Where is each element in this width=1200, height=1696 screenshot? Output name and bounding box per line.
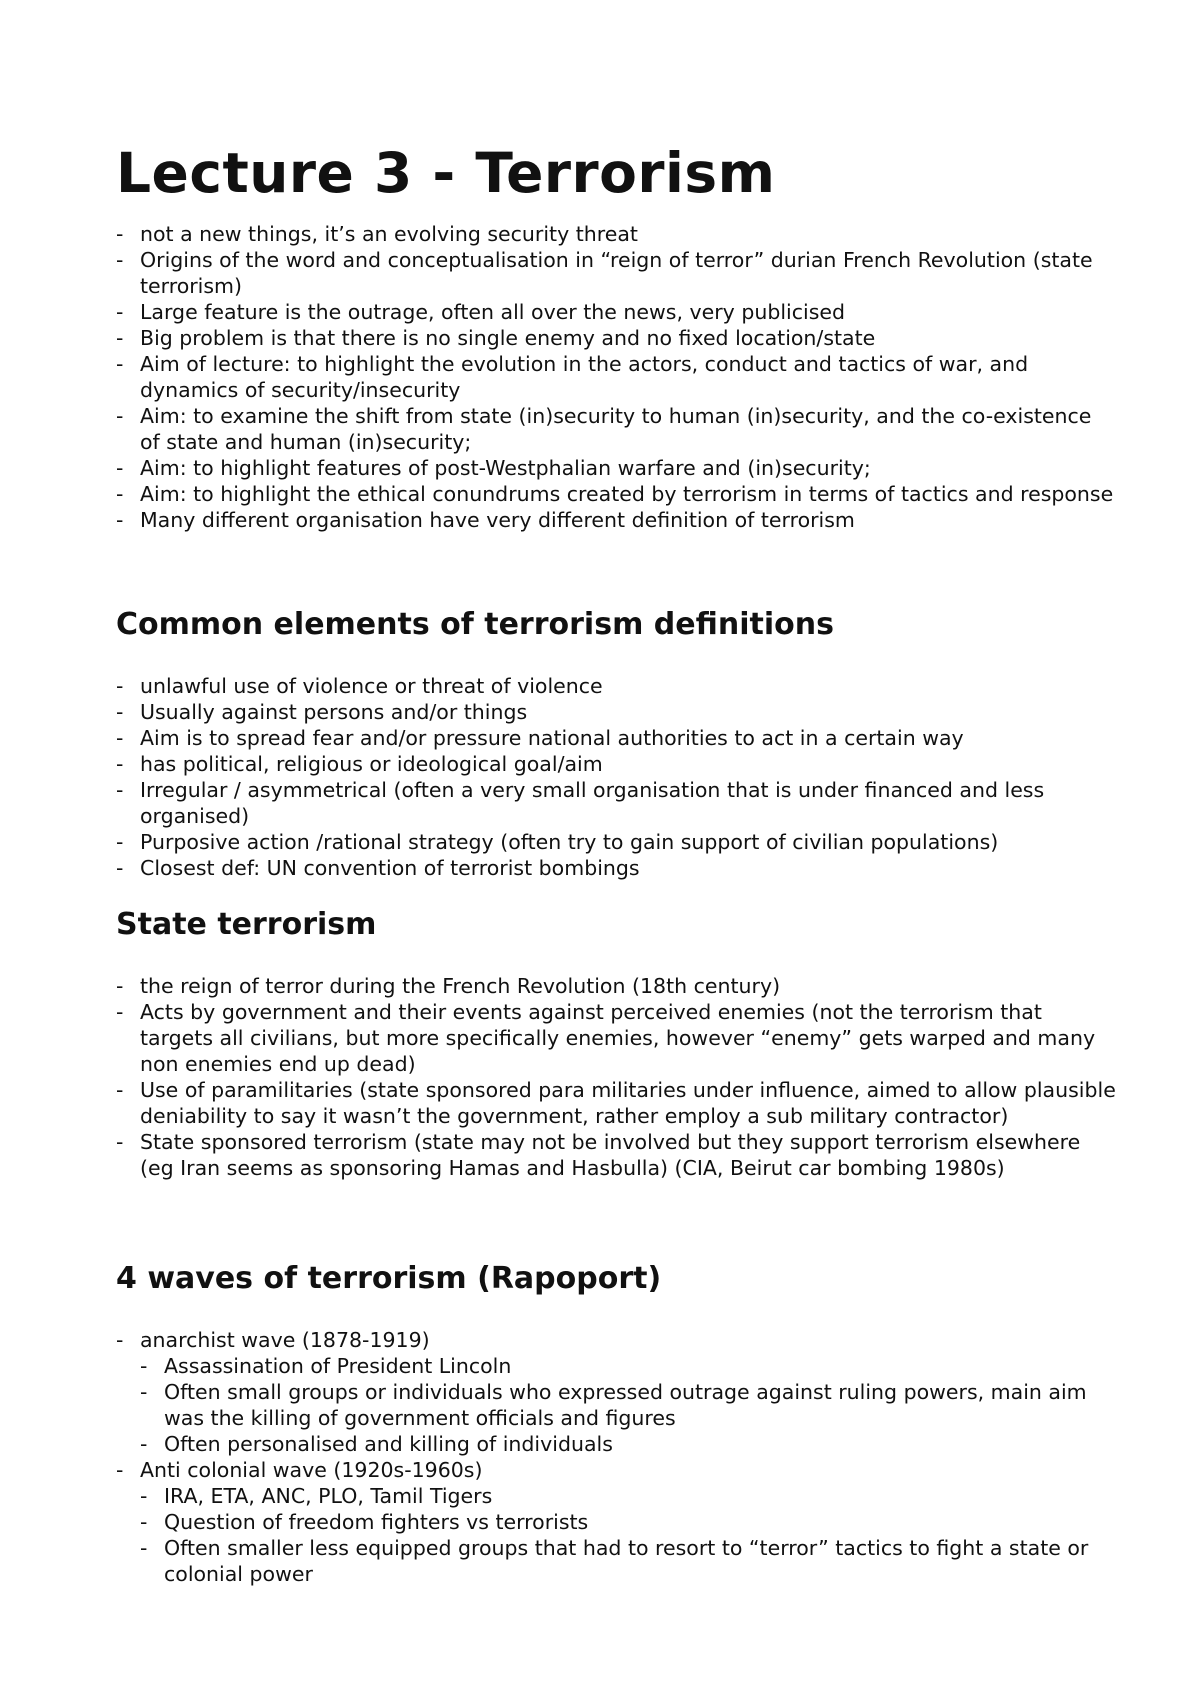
list-item: - has political, religious or ideological goal/aim (116, 752, 603, 776)
bullet-dash: - (116, 326, 124, 350)
bullet-dash: - (116, 674, 124, 698)
sub-list (140, 1483, 1116, 1587)
bullet-dash: - (116, 830, 124, 854)
bullet-dash: - (116, 482, 124, 506)
list-item: - unlawful use of violence or threat of violence (116, 674, 603, 698)
list-item: - Irregular / asymmetrical (often a very small organisation that is under financed and less organised) (116, 778, 1045, 828)
common-elements-list (116, 673, 1116, 881)
list-item: - not a new things, it’s an evolving security threat (116, 222, 638, 246)
bullet-dash: - (116, 508, 124, 532)
bullet-dash: - (116, 726, 124, 750)
list-item: - anarchist wave (1878-1919) - Assassination of President Lincoln - Often small groups or individuals who expressed outrage against ruling powers, main aim was the killing of government officials and figures - Often personalised and killing of individuals (116, 1327, 1116, 1457)
page-title: Lecture 3 - Terrorism (116, 141, 776, 205)
bullet-dash: - (116, 1130, 124, 1154)
bullet-dash: - (116, 974, 124, 998)
list-item: - Purposive action /rational strategy (often try to gain support of civilian populations) (116, 830, 999, 854)
list-item: - Aim: to highlight features of post-Westphalian warfare and (in)security; (116, 456, 871, 480)
list-item: - Aim is to spread fear and/or pressure national authorities to act in a certain way (116, 726, 964, 750)
bullet-dash: - (116, 856, 124, 880)
section-heading-four-waves: 4 waves of terrorism (Rapoport) (116, 1261, 662, 1296)
intro-list (116, 221, 1116, 533)
bullet-dash: - (140, 1484, 148, 1508)
list-item: - Big problem is that there is no single enemy and no fixed location/state (116, 326, 876, 350)
list-item: - Many different organisation have very different definition of terrorism (116, 508, 855, 532)
list-item: - Usually against persons and/or things (116, 700, 528, 724)
list-item: - Aim: to examine the shift from state (in)security to human (in)security, and the co-existence of state and human (in)security; (116, 404, 1092, 454)
section-heading-state-terrorism: State terrorism (116, 907, 377, 942)
sub-list-item: - Often smaller less equipped groups that had to resort to “terror” tactics to fight a state or colonial power (140, 1536, 1089, 1586)
section-heading-common-elements: Common elements of terrorism definitions (116, 607, 834, 642)
list-item: - State sponsored terrorism (state may not be involved but they support terrorism elsewhere (eg Iran seems as sponsoring Hamas and Hasbulla) (CIA, Beirut car bombing 1980s) (116, 1130, 1081, 1180)
list-item: - Anti colonial wave (1920s-1960s) - IRA, ETA, ANC, PLO, Tamil Tigers - Question of freedom fighters vs terrorists - Often smaller less equipped groups that had to resort to “terror” tactics to fight a state or colonial power (116, 1457, 1116, 1587)
list-item: - Large feature is the outrage, often all over the news, very publicised (116, 300, 845, 324)
bullet-dash: - (116, 404, 124, 428)
bullet-dash: - (140, 1354, 148, 1378)
bullet-dash: - (116, 1458, 124, 1482)
sub-list-item: - Often small groups or individuals who expressed outrage against ruling powers, main aim was the killing of government officials and figures (140, 1380, 1087, 1430)
sub-list-item: - Question of freedom fighters vs terrorists (140, 1510, 589, 1534)
list-item: - Aim of lecture: to highlight the evolution in the actors, conduct and tactics of war, and dynamics of security/insecurity (116, 352, 1029, 402)
bullet-dash: - (140, 1510, 148, 1534)
bullet-dash: - (140, 1432, 148, 1456)
bullet-dash: - (116, 1328, 124, 1352)
bullet-dash: - (116, 352, 124, 376)
state-terrorism-list (116, 973, 1116, 1181)
bullet-dash: - (140, 1536, 148, 1560)
bullet-dash: - (116, 1078, 124, 1102)
list-item: - Closest def: UN convention of terrorist bombings (116, 856, 640, 880)
bullet-dash: - (116, 752, 124, 776)
bullet-dash: - (116, 1000, 124, 1024)
list-item: - Acts by government and their events against perceived enemies (not the terrorism that targets all civilians, but more specifically enemies, however “enemy” gets warped and many non enemies end up dead) (116, 1000, 1096, 1076)
list-item: - Aim: to highlight the ethical conundrums created by terrorism in terms of tactics and response (116, 482, 1114, 506)
list-item: - Use of paramilitaries (state sponsored para militaries under influence, aimed to allow plausible deniability to say it wasn’t the government, rather employ a sub military contractor) (116, 1078, 1116, 1128)
sub-list-item: - Assassination of President Lincoln (140, 1354, 512, 1378)
bullet-dash: - (116, 222, 124, 246)
bullet-dash: - (116, 778, 124, 802)
bullet-dash: - (116, 700, 124, 724)
sub-list (140, 1353, 1116, 1457)
sub-list-item: - Often personalised and killing of individuals (140, 1432, 613, 1456)
bullet-dash: - (140, 1380, 148, 1404)
bullet-dash: - (116, 248, 124, 272)
list-item: - Origins of the word and conceptualisation in “reign of terror” durian French Revolution (state terrorism) (116, 248, 1093, 298)
four-waves-list (116, 1327, 1116, 1587)
bullet-dash: - (116, 300, 124, 324)
sub-list-item: - IRA, ETA, ANC, PLO, Tamil Tigers (140, 1484, 493, 1508)
list-item: - the reign of terror during the French Revolution (18th century) (116, 974, 781, 998)
bullet-dash: - (116, 456, 124, 480)
